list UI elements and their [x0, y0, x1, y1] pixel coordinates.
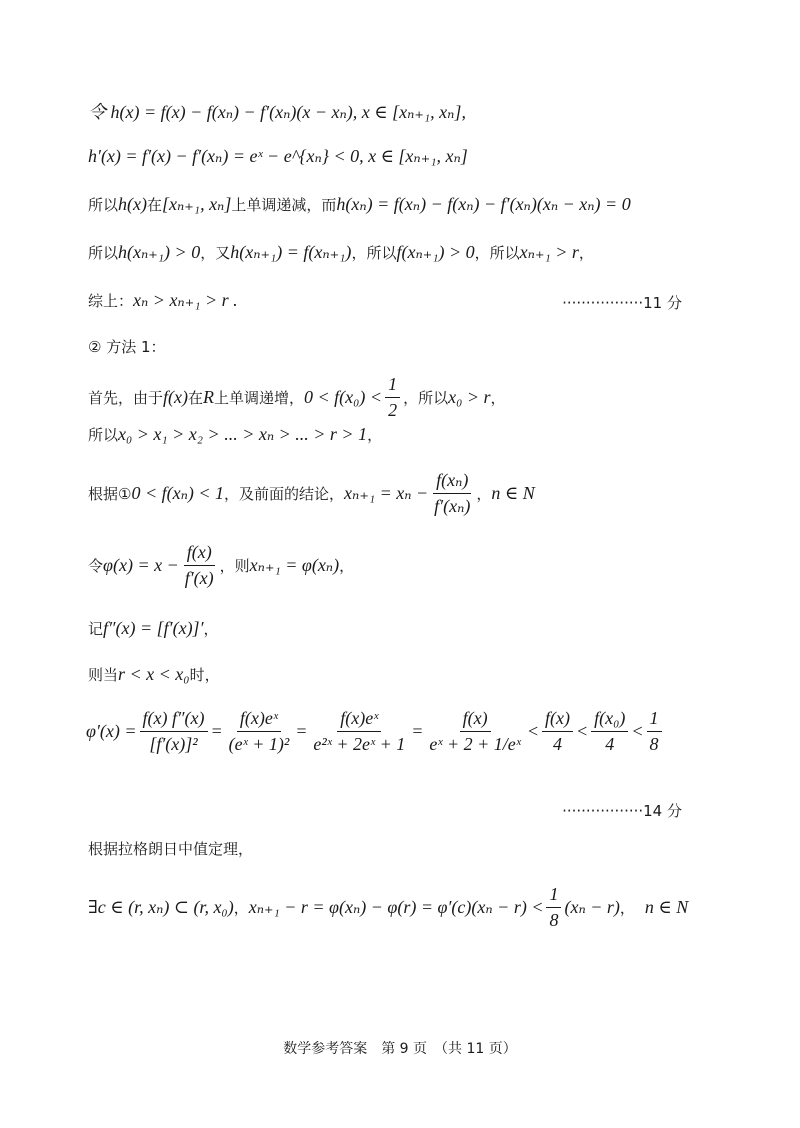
- text: ，: [476, 485, 492, 503]
- math: 0 < f(x₀) <: [304, 387, 383, 407]
- math: <: [631, 721, 644, 741]
- math: f″(x) = [f′(x)]′: [103, 618, 204, 638]
- math: xₙ₊₁ = φ(xₙ): [249, 555, 340, 575]
- line-method-1: [88, 336, 740, 357]
- text: 所以: [88, 244, 119, 262]
- fraction-denominator: e²ˣ + 2eˣ + 1: [313, 734, 406, 754]
- math: f(x): [163, 387, 188, 407]
- math: ∃c ∈ (r, xₙ) ⊂ (r, x₀): [88, 897, 234, 917]
- text: ，所以: [474, 244, 520, 262]
- text: ，所以: [351, 244, 397, 262]
- text: 所以: [88, 196, 119, 214]
- text: 上单调递减，而: [231, 196, 337, 214]
- math: h(x): [118, 194, 147, 214]
- fraction-numerator: f(x₀): [591, 708, 628, 732]
- math: n ∈ N: [491, 483, 535, 503]
- math: <: [575, 721, 589, 741]
- text: 首先，由于: [88, 389, 164, 407]
- fraction: [140, 708, 208, 755]
- fraction-denominator: 8: [649, 734, 659, 754]
- line-second-derivative: [88, 618, 740, 639]
- text: 则当: [88, 666, 119, 684]
- line-contraction: [88, 884, 740, 931]
- text: ，所以: [403, 389, 449, 407]
- fraction-numerator: f(x)eˣ: [237, 708, 281, 732]
- fraction-numerator: 1: [546, 884, 561, 908]
- text: ② 方法 1：: [88, 338, 166, 356]
- fraction-denominator: eˣ + 2 + 1/eˣ: [429, 734, 521, 754]
- text: ，: [233, 899, 249, 917]
- fraction-denominator: 4: [552, 734, 562, 754]
- fraction: [542, 708, 573, 755]
- fraction-denominator: [f′(x)]²: [149, 734, 198, 754]
- fraction-numerator: f(xₙ): [433, 470, 471, 494]
- math: xₙ > xₙ₊₁ > r .: [133, 290, 238, 310]
- fraction-numerator: f(x): [184, 542, 215, 566]
- math: R: [203, 387, 215, 407]
- math: r < x < x₀: [118, 664, 190, 684]
- text: 在: [147, 196, 163, 214]
- fraction-numerator: f(x)eˣ: [337, 708, 381, 732]
- text: 综上：: [88, 292, 134, 310]
- fraction: [647, 708, 662, 755]
- math: h(xₙ₊₁) > 0: [118, 242, 201, 262]
- line-define-h: [88, 98, 740, 124]
- math: (xₙ − r): [564, 897, 620, 917]
- line-when: [88, 664, 740, 685]
- text: ，则: [219, 557, 250, 575]
- fraction-denominator: 4: [605, 734, 615, 754]
- line-h-derivative: [88, 146, 740, 167]
- math: h(xₙ) = f(xₙ) − f(xₙ) − f′(xₙ)(xₙ − xₙ) = 0: [336, 194, 631, 214]
- line-sequence-order: [88, 424, 740, 445]
- math: φ(x) = x −: [103, 555, 179, 575]
- text: ，: [203, 620, 219, 638]
- fraction-denominator: 8: [549, 910, 559, 930]
- math: h(xₙ₊₁) = f(xₙ₊₁): [230, 242, 352, 262]
- text: ，及前面的结论，: [224, 485, 345, 503]
- math-define-h: 令 h(x) = f(x) − f(xₙ) − f′(xₙ)(x − xₙ), x ∈ [xₙ₊₁, xₙ],: [88, 102, 466, 122]
- line-h-decreasing: [88, 194, 740, 215]
- fraction-numerator: 1: [385, 374, 400, 398]
- fraction: [226, 708, 293, 755]
- line-newton-iteration: [88, 470, 740, 517]
- page-footer: 数学参考答案 第 9 页 （共 11 页）: [283, 1041, 517, 1057]
- math: <: [526, 721, 539, 741]
- fraction-denominator: 2: [388, 400, 398, 420]
- math: 0 < f(xₙ) < 1: [131, 483, 225, 503]
- fraction: [426, 708, 523, 755]
- text: 时，: [189, 666, 220, 684]
- math: =: [210, 721, 223, 741]
- fraction-denominator: f′(xₙ): [434, 496, 471, 516]
- line-phi-derivative-chain: [86, 708, 740, 755]
- text: ，: [367, 426, 383, 444]
- text: 在: [188, 389, 204, 407]
- math: x₀ > r: [448, 387, 491, 407]
- fraction-numerator: f(x): [460, 708, 491, 732]
- line-first: [88, 374, 740, 421]
- fraction: [310, 708, 408, 755]
- math: =: [295, 721, 308, 741]
- text: 记: [88, 620, 104, 638]
- fraction-numerator: f(x) f″(x): [140, 708, 208, 732]
- math: [xₙ₊₁, xₙ]: [162, 194, 232, 214]
- fraction-numerator: 1: [647, 708, 662, 732]
- text: 令: [88, 557, 104, 575]
- fraction: [591, 708, 628, 755]
- math: xₙ₊₁ > r: [519, 242, 579, 262]
- math: =: [411, 721, 424, 741]
- fraction-numerator: f(x): [542, 708, 573, 732]
- math: xₙ₊₁ = xₙ −: [344, 483, 429, 503]
- line-lagrange: [88, 838, 740, 859]
- text: 所以: [88, 426, 119, 444]
- score-marker-11: ·················11 分: [562, 294, 682, 312]
- math: f(xₙ₊₁) > 0: [396, 242, 475, 262]
- math: φ′(x) =: [86, 721, 137, 741]
- score-marker-14: ·················14 分: [562, 802, 682, 820]
- text: 根据①: [88, 485, 132, 503]
- fraction: [546, 884, 561, 931]
- fraction: [431, 470, 473, 517]
- line-define-phi: [88, 542, 740, 589]
- text: ，: [339, 557, 355, 575]
- fraction-denominator: (eˣ + 1)²: [228, 734, 290, 754]
- fraction: [385, 374, 400, 421]
- text: 上单调递增，: [214, 389, 305, 407]
- math: x₀ > x₁ > x₂ > ... > xₙ > ... > r > 1: [118, 424, 368, 444]
- text: ，: [619, 899, 635, 917]
- fraction: [182, 542, 217, 589]
- text: ，: [490, 389, 506, 407]
- text: ，又: [200, 244, 231, 262]
- line-h-positive: [88, 242, 740, 263]
- math-h-derivative: h′(x) = f′(x) − f′(xₙ) = eˣ − e^{xₙ} < 0, x ∈ [xₙ₊₁, xₙ]: [88, 146, 468, 166]
- text: 根据拉格朗日中值定理，: [88, 840, 254, 858]
- math: xₙ₊₁ − r = φ(xₙ) − φ(r) = φ′(c)(xₙ − r) <: [248, 897, 544, 917]
- math: n ∈ N: [644, 897, 689, 917]
- text: ，: [578, 244, 594, 262]
- fraction-denominator: f′(x): [184, 568, 214, 588]
